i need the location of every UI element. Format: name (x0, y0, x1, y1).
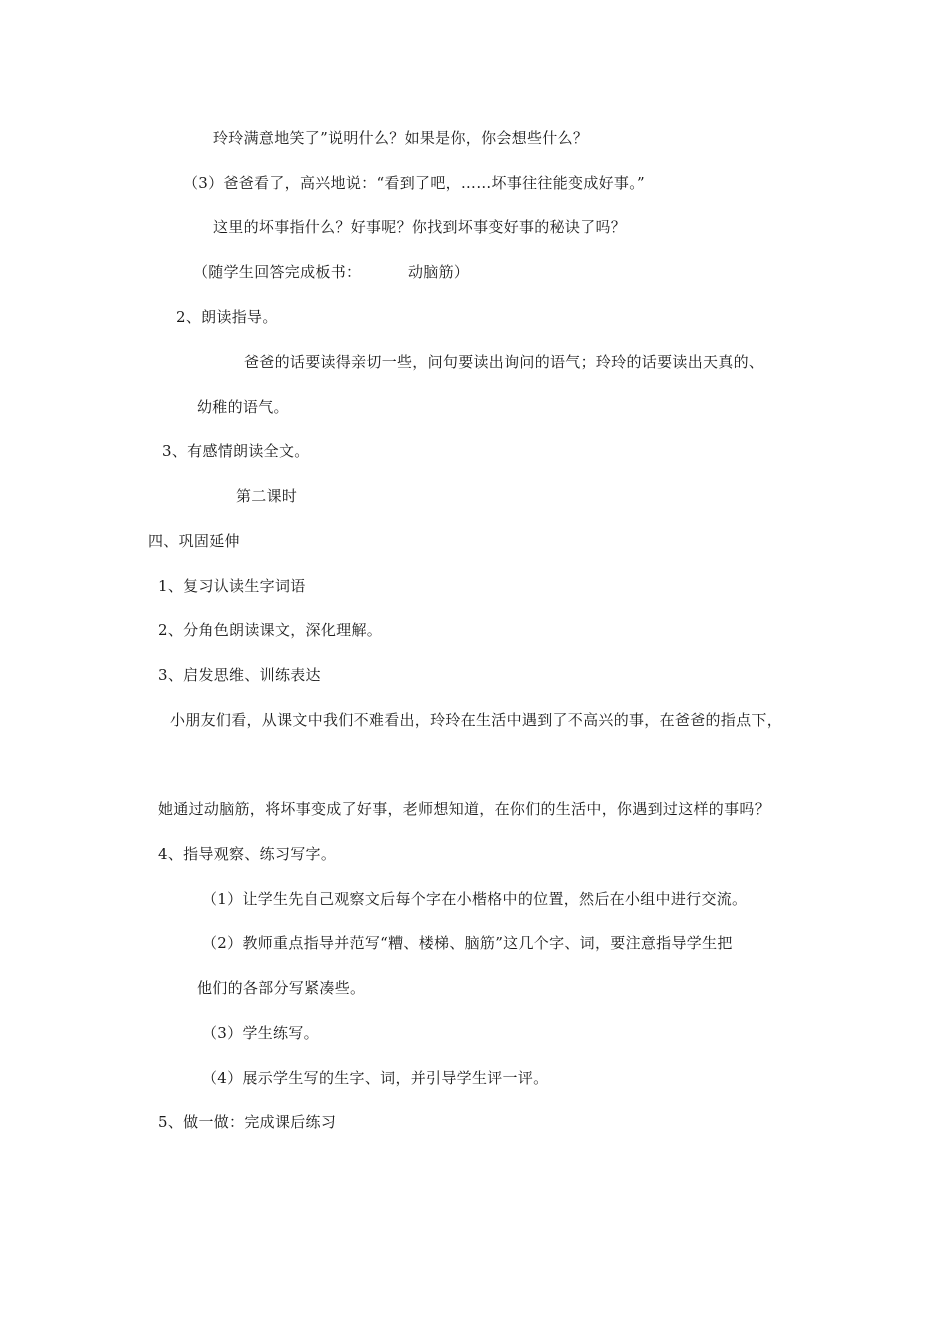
text-line-2: （3）爸爸看了，高兴地说：“看到了吧，……坏事往往能变成好事。” (183, 174, 645, 192)
text-line-13: 3、启发思维、训练表达 (158, 666, 321, 684)
text-line-8: 3、有感情朗读全文。 (162, 442, 310, 460)
text-line-6: 爸爸的话要读得亲切一些，问句要读出询问的语气；玲玲的话要读出天真的、 (244, 353, 765, 371)
text-line-10: 四、巩固延伸 (148, 532, 240, 550)
text-line-21: （4）展示学生写的生字、词，并引导学生评一评。 (202, 1069, 549, 1087)
text-line-20: （3）学生练写。 (202, 1024, 319, 1042)
text-line-4a: （随学生回答完成板书： (193, 263, 362, 281)
section-heading: 第二课时 (236, 487, 298, 505)
text-line-11: 1、复习认读生字词语 (158, 577, 306, 595)
text-line-14: 小朋友们看，从课文中我们不难看出，玲玲在生活中遇到了不高兴的事，在爸爸的指点下， (170, 711, 783, 729)
text-line-7: 幼稚的语气。 (197, 398, 289, 416)
text-line-3: 这里的坏事指什么？好事呢？你找到坏事变好事的秘诀了吗？ (213, 218, 627, 236)
text-line-15: 她通过动脑筋，将坏事变成了好事，老师想知道，在你们的生活中，你遇到过这样的事吗？ (158, 800, 771, 818)
text-line-19: 他们的各部分写紧凑些。 (197, 979, 366, 997)
text-line-22: 5、做一做：完成课后练习 (158, 1113, 337, 1131)
text-line-4b: 动脑筋） (408, 263, 470, 281)
text-line-18: （2）教师重点指导并范写“糟、楼梯、脑筋”这几个字、词，要注意指导学生把 (202, 934, 733, 952)
text-line-12: 2、分角色朗读课文，深化理解。 (158, 621, 383, 639)
text-line-5: 2、朗读指导。 (176, 308, 278, 326)
text-line-16: 4、指导观察、练习写字。 (158, 845, 337, 863)
text-line-17: （1）让学生先自己观察文后每个字在小楷格中的位置，然后在小组中进行交流。 (202, 890, 748, 908)
text-line-1: 玲玲满意地笑了”说明什么？如果是你，你会想些什么？ (213, 129, 589, 147)
